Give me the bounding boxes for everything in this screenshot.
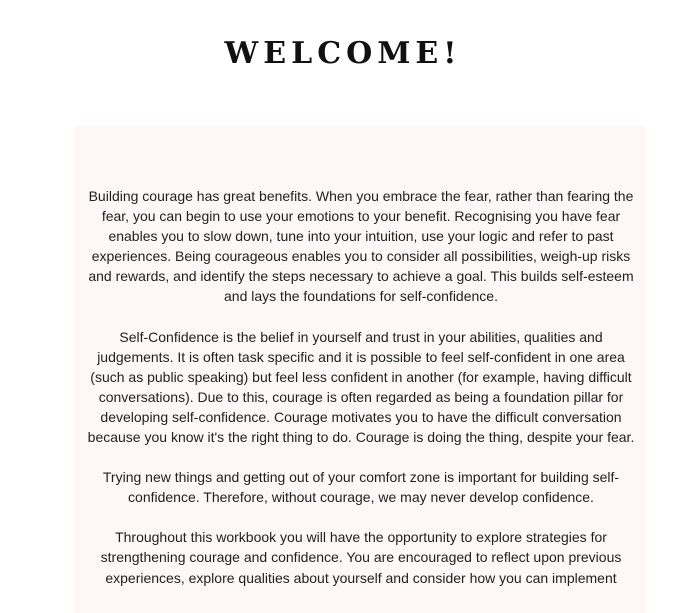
paragraph-self-confidence: Self-Confidence is the belief in yourself and trust in your abilities, qualities and judgements. It is often task specific and it is possible to feel self-confident in one area (such as public speaking) but feel less confident in another (for example, having difficult conversations). Due to this, courage is often regarded as being a foundation pillar for developing self-confidence. Courage motivates you to have the difficult conversation because you know it's the right thing to do. Courage is doing the thing, despite your fear. [87,328,635,446]
body-text [84,186,638,608]
paragraph-courage-benefits: Building courage has great benefits. When you embrace the fear, rather than fearing the fear, you can begin to use your emotions to your benefit. Recognising you have fear enables you to slow down, tune into your intuition, use your logic and refer to past experiences. Being courageous enables you to consider all possibilities, weigh-up risks and rewards, and identify the steps necessary to achieve a goal. This builds self-esteem and lays the foundations for self-confidence. [88,188,634,305]
paragraph-workbook-intro: Throughout this workbook you will have the opportunity to explore strategies for strengthening courage and confidence. You are encouraged to reflect upon previous experiences, explore qualities about yourself and consider how you can implement [100,529,622,586]
page-title: WELCOME! [224,36,462,71]
paragraph-comfort-zone: Trying new things and getting out of your comfort zone is important for building self-confidence. Therefore, without courage, we may never develop confidence. [102,469,620,506]
